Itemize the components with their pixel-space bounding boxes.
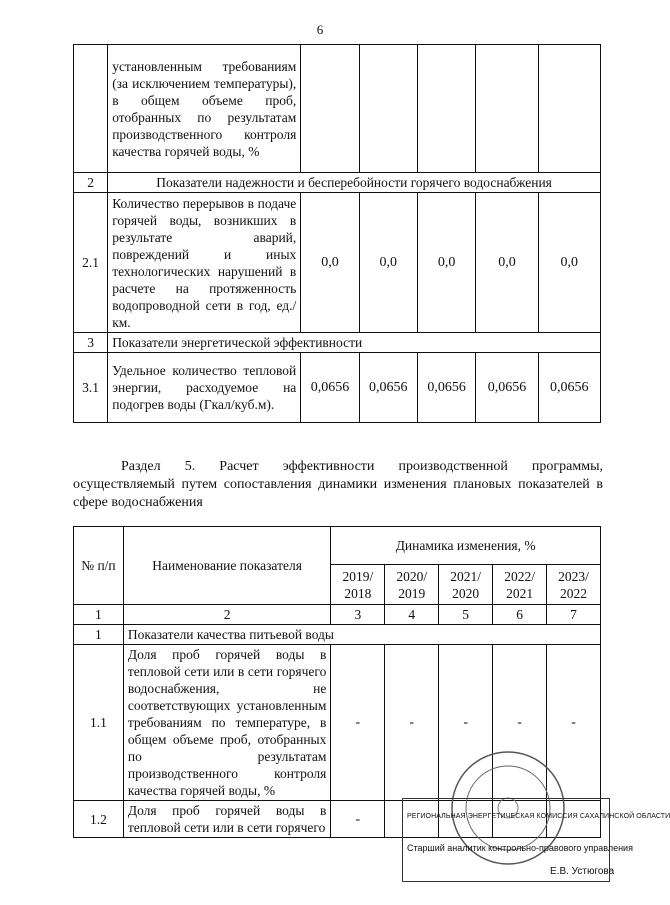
- table-row: [74, 193, 601, 333]
- col-number: 6: [493, 605, 547, 625]
- stamp-organization: РЕГИОНАЛЬНАЯ ЭНЕРГЕТИЧЕСКАЯ КОМИССИЯ САХАЛИНСКОЙ ОБЛАСТИ: [407, 813, 670, 820]
- row-text: установленным требованиям (за исключением температуры), в общем объеме проб, отобранных по результатам производственного контроля качества горячей воды, %: [108, 45, 301, 173]
- value-cell: -: [385, 645, 439, 801]
- col-number: 5: [439, 605, 493, 625]
- value-cell: 0,0656: [301, 353, 359, 423]
- section-title: Показатели энергетической эффективности: [108, 333, 601, 353]
- section-row: [74, 173, 601, 193]
- header-period: 2021/ 2020: [439, 565, 493, 605]
- row-text: Доля проб горячей воды в тепловой сети или в сети горячего водоснабжения, не соответствующих установленным требованиям по температуре, в общем объеме проб, отобранных по результатам производственного контроля качества горячей воды, %: [123, 645, 331, 801]
- value-cell: 0,0: [538, 193, 600, 333]
- col-number: 2: [123, 605, 331, 625]
- header-period: 2022/ 2021: [493, 565, 547, 605]
- section-num: 3: [74, 333, 108, 353]
- section-title: Показатели надежности и бесперебойности горячего водоснабжения: [108, 173, 601, 193]
- row-num: 3.1: [74, 353, 108, 423]
- value-cell: 0,0: [359, 193, 417, 333]
- value-cell: 0,0: [417, 193, 475, 333]
- indicators-table-continued: [73, 44, 601, 423]
- section-num: 1: [74, 625, 124, 645]
- col-number: 3: [331, 605, 385, 625]
- value-cell: 0,0656: [417, 353, 475, 423]
- value-cell: 0,0656: [359, 353, 417, 423]
- stamp-position: Старший аналитик контрольно-правового управления: [407, 843, 633, 853]
- section-num: 2: [74, 173, 108, 193]
- row-text: Количество перерывов в подаче горячей воды, возникших в результате аварий, повреждений и иных технологических нарушений в расчете на протяженность водопроводной сети в год, ед./км.: [108, 193, 301, 333]
- row-text: Удельное количество тепловой энергии, расходуемое на подогрев воды (Гкал/куб.м).: [108, 353, 301, 423]
- page-number: 6: [316, 22, 324, 37]
- header-period: 2019/ 2018: [331, 565, 385, 605]
- header-name: Наименование показателя: [123, 527, 331, 605]
- value-cell: 0,0: [301, 193, 359, 333]
- value-cell: 0,0: [476, 193, 538, 333]
- section-title: Показатели качества питьевой воды: [123, 625, 600, 645]
- header-dynamics: Динамика изменения, %: [331, 527, 601, 565]
- column-numbers-row: [74, 605, 601, 625]
- row-num: 1.2: [74, 801, 124, 838]
- header-period: 2023/ 2022: [547, 565, 601, 605]
- value-cell: -: [493, 645, 547, 801]
- header-period: 2020/ 2019: [385, 565, 439, 605]
- section-heading: Раздел 5. Расчет эффективности производственной программы, осуществляемый путем сопоставления динамики изменения плановых показателей в сфере водоснабжения: [73, 459, 603, 510]
- value-cell: -: [331, 645, 385, 801]
- row-num: 2.1: [74, 193, 108, 333]
- value-cell: 0,0656: [538, 353, 600, 423]
- table-row: [74, 45, 601, 173]
- row-num: 1.1: [74, 645, 124, 801]
- col-number: 7: [547, 605, 601, 625]
- table-row: [74, 353, 601, 423]
- row-text: Доля проб горячей воды в тепловой сети или в сети горячего: [123, 801, 331, 838]
- col-number: 4: [385, 605, 439, 625]
- header-row: [74, 527, 601, 565]
- value-cell: -: [439, 645, 493, 801]
- stamp-name: Е.В. Устюгова: [550, 866, 615, 877]
- value-cell: 0,0656: [476, 353, 538, 423]
- col-number: 1: [74, 605, 124, 625]
- value-cell: -: [547, 645, 601, 801]
- section-row: [74, 333, 601, 353]
- header-num: № п/п: [74, 527, 124, 605]
- value-cell: -: [331, 801, 385, 838]
- section-row: [74, 625, 601, 645]
